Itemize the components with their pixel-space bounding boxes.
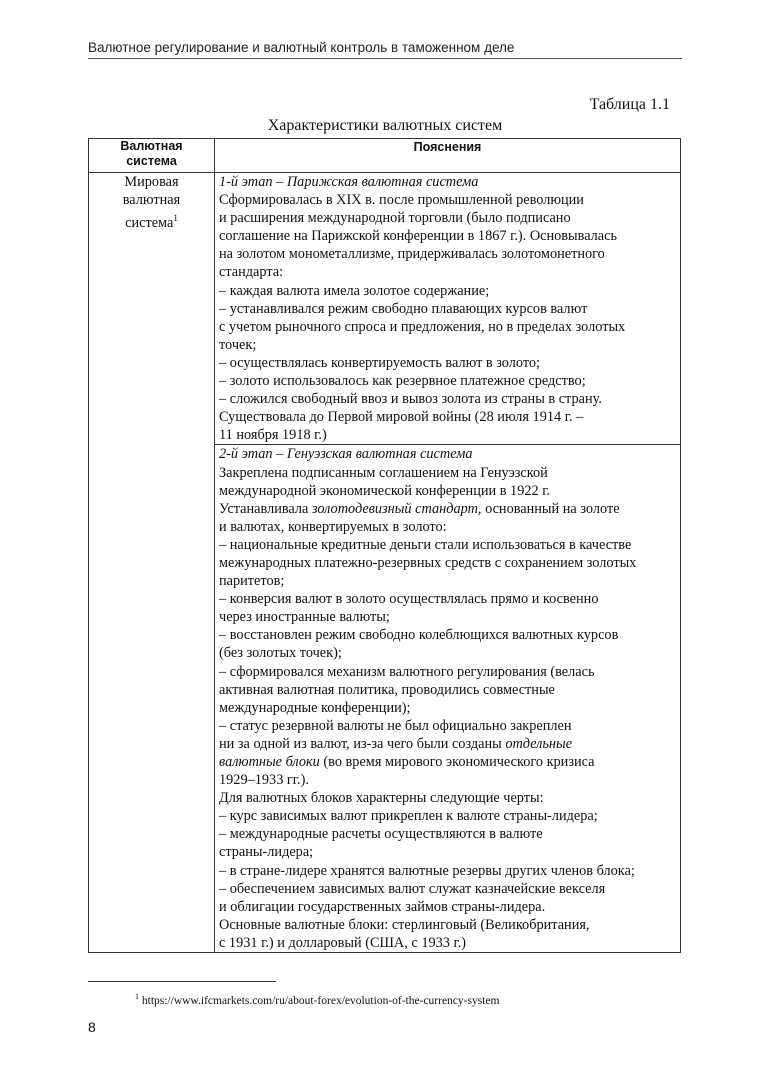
stage2-line: межународных платежно-резервных средств с сохранением золотых [219,554,637,571]
stage1-line: с учетом рыночного спроса и предложения, но в пределах золотых [219,318,626,335]
stage2-text: (во время мирового экономического кризиса [319,754,595,770]
stage2-line: Основные валютные блоки: стерлинговый (Великобритания, [219,916,590,933]
stage1-line: – устанавливался режим свободно плавающих курсов валют [219,300,588,317]
stage2-line: через иностранные валюты; [219,609,390,626]
stage2-line: – восстановлен режим свободно колеблющихся валютных курсов [219,627,619,644]
stage1-cell [215,173,681,445]
footnote-marker: 1 [135,992,139,1001]
stage2-line [219,500,677,518]
footnote-link[interactable]: https://www.ifcmarkets.com/ru/about-forex/evolution-of-the-currency-system [139,994,500,1007]
stage1-line: стандарта: [219,264,284,281]
stage2-line: – конверсия валют в золото осуществлялась прямо и косвенно [219,591,599,608]
page-number: 8 [88,1019,96,1035]
stage2-line: – статус резервной валюты не был официально закреплен [219,717,572,734]
table-header-row [89,139,681,173]
stage2-line: Для валютных блоков характерны следующие черты: [219,790,544,807]
footnote [135,992,499,1007]
running-header: Валютное регулирование и валютный контроль в таможенном деле [88,40,682,59]
stage1-line: 11 ноября 1918 г.) [219,427,327,444]
currency-systems-table [88,138,681,953]
stage2-line: – курс зависимых валют прикреплен к валюте страны-лидера; [219,808,598,825]
stage2-line: международной экономической конференции в 1922 г. [219,482,551,499]
col-header-system-line: система [126,154,177,168]
stage1-line: Сформировалась в XIX в. после промышленной революции [219,192,584,209]
row-label-world-system [89,173,215,953]
footnote-ref: 1 [173,213,178,223]
stage2-line: с 1931 г.) и долларовый (США, с 1933 г.) [219,934,467,951]
row-label-text: система [125,214,174,231]
stage2-line: – национальные кредитные деньги стали использоваться в качестве [219,536,632,553]
stage2-line: 1929–1933 гг.). [219,772,309,789]
stage2-cell [215,445,681,953]
stage2-line: активная валютная политика, проводились совместные [219,681,555,698]
stage2-line: – в стране-лидере хранятся валютные резервы других членов блока; [219,862,635,879]
stage1-line: соглашение на Парижской конференции в 1867 г.). Основывалась [219,228,618,245]
stage2-line: – сформировался механизм валютного регулирования (велась [219,663,595,680]
stage2-line: – обеспечением зависимых валют служат казначейские векселя [219,880,606,897]
table-title: Характеристики валютных систем [267,117,503,134]
row-label-line: валютная [122,192,181,208]
stage1-line: – каждая валюта имела золотое содержание; [219,282,490,299]
stage2-line: и облигации государственных займов страны-лидера. [219,898,546,915]
stage1-title: 1-й этап – Парижская валютная система [219,174,479,190]
stage2-emphasis: валютные блоки [219,754,320,770]
stage2-line: международные конференции); [219,699,411,716]
stage2-line: Закреплена подписанным соглашением на Генуэзской [219,464,548,481]
stage2-line: (без золотых точек); [219,645,342,662]
col-header-explanations: Пояснения [215,139,681,173]
stage2-line: и валютах, конвертируемых в золото: [219,518,447,535]
stage2-line [219,735,677,753]
table-number: Таблица 1.1 [589,96,670,113]
row-label-line: Мировая [124,174,179,190]
stage2-emphasis: отдельные [505,735,573,752]
col-header-system [89,139,215,173]
stage2-line: страны-лидера; [219,844,314,861]
col-header-system-line: Валютная [120,139,183,153]
stage1-line: Существовала до Первой мировой войны (28 июля 1914 г. – [219,409,584,426]
stage2-emphasis: золотодевизный стандарт [311,500,478,517]
stage2-text: ни за одной из валют, из-за чего были созданы [219,735,506,752]
stage2-text: Устанавливала [219,500,312,517]
stage1-line: – осуществлялась конвертируемость валют в золото; [219,354,541,371]
table-row-stage1 [89,173,681,445]
stage2-line: – международные расчеты осуществляются в валюте [219,826,543,843]
stage1-line: – золото использовалось как резервное платежное средство; [219,373,586,390]
row-label-line [91,209,212,232]
stage2-line: паритетов; [219,573,285,590]
stage2-text: , основанный на золоте [477,500,620,517]
stage1-line: точек; [219,336,257,353]
stage2-title: 2-й этап – Генуэзская валютная система [219,446,473,463]
stage2-line [219,753,677,771]
footnote-divider [88,981,276,982]
stage1-line: и расширения международной торговли (было подписано [219,210,571,227]
stage1-line: на золотом монометаллизме, придерживалась золотомонетного [219,246,605,263]
stage1-line: – сложился свободный ввоз и вывоз золота из страны в страну. [219,391,602,408]
